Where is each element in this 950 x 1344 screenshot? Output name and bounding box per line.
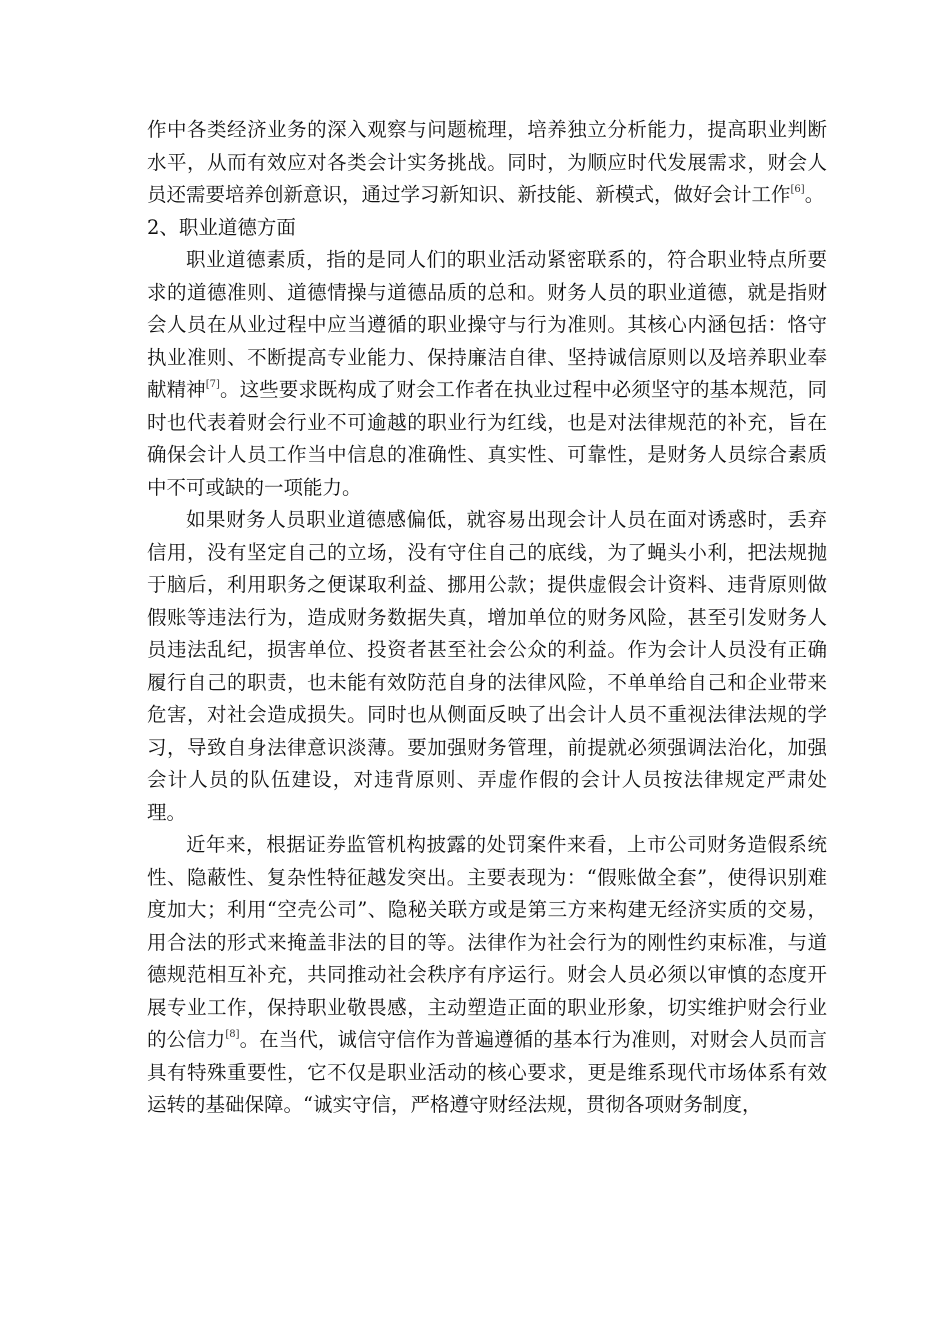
citation-8: [8] <box>225 1029 240 1040</box>
paragraph-professional-ethics <box>147 244 827 504</box>
section-heading-text: 2、职业道德方面 <box>147 215 296 239</box>
citation-6: [6] <box>790 184 805 195</box>
paragraph-recent-years <box>147 829 827 1122</box>
paragraph-text: 作中各类经济业务的深入观察与问题梳理，培养独立分析能力，提高职业判断水平，从而有效应对各类会计实务挑战。同时，为顺应时代发展需求，财会人员还需要培养创新意识，通过学习新知识、新技能、新模式，做好会计工作 <box>147 118 827 206</box>
paragraph-tail: 。 <box>804 183 825 206</box>
paragraph-continuation <box>147 114 827 212</box>
paragraph-text: 如果财务人员职业道德感偏低，就容易出现会计人员在面对诱惑时，丢弃信用，没有坚定自己的立场，没有守住自己的底线，为了蝇头小利，把法规抛于脑后，利用职务之便谋取利益、挪用公款；提供虚假会计资料、违背原则做假账等违法行为，造成财务数据失真，增加单位的财务风险，甚至引发财务人员违法乱纪，损害单位、投资者甚至社会公众的利益。作为会计人员没有正确履行自己的职责，也未能有效防范自身的法律风险，不单单给自己和企业带来危害，对社会造成损失。同时也从侧面反映了出会计人员不重视法律法规的学习，导致自身法律意识淡薄。要加强财务管理，前提就必须强调法治化，加强会计人员的队伍建设，对违背原则、弄虚作假的会计人员按法律规定严肃处理。 <box>147 508 827 824</box>
paragraph-tail: 。在当代，诚信守信作为普遍遵循的基本行为准则，对财会人员而言具有特殊重要性，它不仅是职业活动的核心要求，更是维系现代市场体系有效运转的基础保障。“诚实守信，严格遵守财经法规，贯彻各项财务制度， <box>147 1028 827 1116</box>
paragraph-text: 近年来，根据证券监管机构披露的处罚案件来看，上市公司财务造假系统性、隐蔽性、复杂性特征越发突出。主要表现为：“假账做全套”，使得识别难度加大；利用“空壳公司”、隐秘关联方或是第三方来构建无经济实质的交易，用合法的形式来掩盖非法的目的等。法律作为社会行为的刚性约束标准，与道德规范相互补充，共同推动社会秩序有序运行。财会人员必须以审慎的态度开展专业工作，保持职业敬畏感，主动塑造正面的职业形象，切实维护财会行业的公信力 <box>147 833 827 1051</box>
section-heading <box>147 212 827 245</box>
paragraph-low-ethics-risks <box>147 504 827 829</box>
citation-7: [7] <box>205 379 220 390</box>
paragraph-text: 职业道德素质，指的是同人们的职业活动紧密联系的，符合职业特点所要求的道德准则、道德情操与道德品质的总和。财务人员的职业道德，就是指财会人员在从业过程中应当遵循的职业操守与行为准则。其核心内涵包括：恪守执业准则、不断提高专业能力、保持廉洁自律、坚持诚信原则以及培养职业奉献精神 <box>147 248 827 401</box>
body-text <box>147 114 827 1122</box>
paragraph-tail: 。这些要求既构成了财会工作者在执业过程中必须坚守的基本规范，同时也代表着财会行业不可逾越的职业行为红线，也是对法律规范的补充，旨在确保会计人员工作当中信息的准确性、真实性、可靠性，是财务人员综合素质中不可或缺的一项能力。 <box>147 378 827 499</box>
